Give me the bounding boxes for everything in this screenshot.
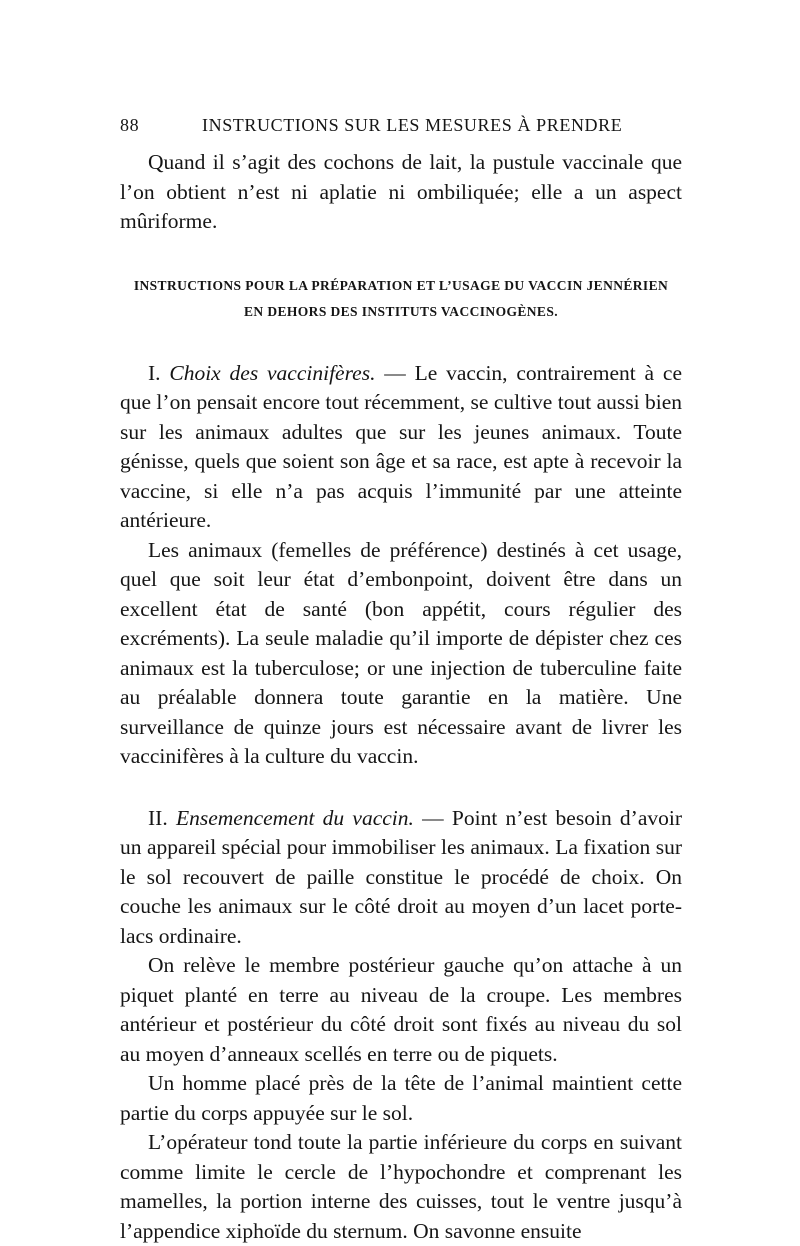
section-2-lead-paragraph (120, 804, 682, 952)
section-2-number: II. (148, 805, 168, 830)
section-1-lead-text: — Le vaccin, contrairement à ce que l’on pensait encore tout récemment, se cultive tout aussi bien sur les animaux adultes que sur les jeunes animaux. Toute génisse, quels que soient son âge et sa race, est apte à recevoir la vaccine, si elle n’a pas acquis l’immunité par une atteinte antérieure. (120, 360, 682, 532)
book-page (120, 112, 682, 1246)
running-head (120, 112, 682, 138)
section-2-lead-text: — Point n’est besoin d’avoir un appareil spécial pour immobiliser les animaux. La fixation sur le sol recouvert de paille constitue le procédé de choix. On couche les animaux sur le côté droit au moyen d’un lacet porte-lacs ordinaire. (120, 805, 683, 948)
page-number: 88 (120, 115, 140, 135)
section-1-lead-paragraph (120, 359, 682, 536)
section-1-number: I. (148, 360, 161, 385)
running-title: INSTRUCTIONS SUR LES MESURES À PRENDRE (202, 115, 623, 135)
section-1-paragraph-2: Les animaux (femelles de préférence) destinés à cet usage, quel que soit leur état d’embonpoint, doivent être dans un excellent état de santé (bon appétit, cours régulier des excréments). La seule maladie qu’il importe de dépister chez ces animaux est la tuberculose; or une injection de tuberculine faite au préalable donnera toute garantie en la matière. Une surveillance de quinze jours est nécessaire avant de livrer les vaccinifères à la culture du vaccin. (120, 537, 682, 768)
section-1-title: Choix des vaccinifères. (169, 360, 376, 385)
section-heading (120, 273, 682, 325)
intro-paragraph: Quand il s’agit des cochons de lait, la pustule vaccinale que l’on obtient n’est ni aplatie ni ombiliquée; elle a un aspect mûriforme. (120, 150, 682, 233)
section-2-paragraph-2: On relève le membre postérieur gauche qu’on attache à un piquet planté en terre au niveau de la croupe. Les membres antérieur et postérieur du côté droit sont fixés au niveau du sol au moyen d’anneaux scellés en terre ou de piquets. (120, 953, 682, 1066)
section-heading-line-1: INSTRUCTIONS POUR LA PRÉPARATION ET L’USAGE DU VACCIN JENNÉRIEN (133, 277, 669, 293)
section-2-paragraph-3: Un homme placé près de la tête de l’animal maintient cette partie du corps appuyée sur le sol. (120, 1071, 682, 1125)
section-2-paragraph-4: L’opérateur tond toute la partie inférieure du corps en suivant comme limite le cercle de l’hypochondre et comprenant les mamelles, la portion interne des cuisses, tout le ventre jusqu’à l’appendice xiphoïde du sternum. On savonne ensuite (120, 1130, 682, 1243)
section-heading-line-2: EN DEHORS DES INSTITUTS VACCINOGÈNES. (243, 303, 559, 319)
section-2-title: Ensemencement du vaccin. (175, 805, 414, 830)
